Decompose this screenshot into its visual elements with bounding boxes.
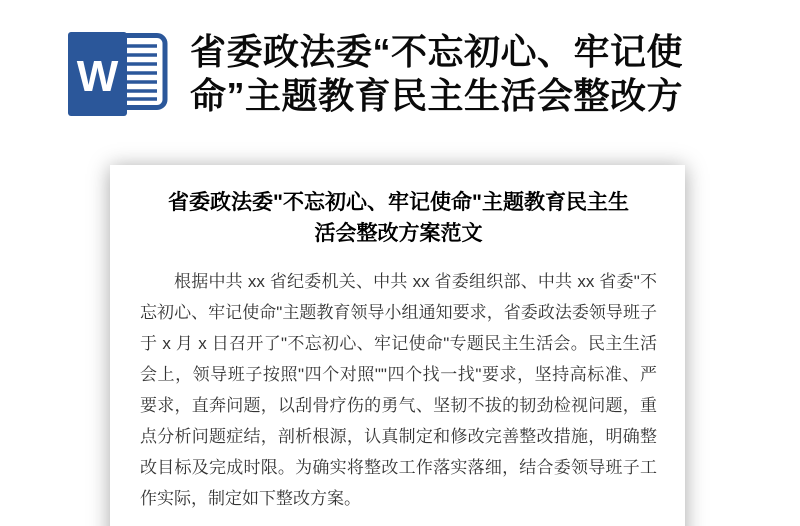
document-title-line-2: 活会整改方案范文 [314,222,483,245]
doc-header [0,0,800,118]
document-title [140,187,657,249]
page-title-line-2: 命”主题教育民主生活会整改方 [190,75,684,116]
document-page[interactable] [110,165,685,526]
ms-word-icon [68,32,168,116]
page-title [190,30,710,118]
document-title-line-1: 省委政法委"不忘初心、牢记使命"主题教育民主生 [168,191,629,214]
page-title-line-1: 省委政法委“不忘初心、牢记使 [190,31,684,72]
document-body-paragraph: 根据中共 xx 省纪委机关、中共 xx 省委组织部、中共 xx 省委"不忘初心、牢记使命"主题教育领导小组通知要求，省委政法委领导班子于 x 月 x 日召开了"不忘初心、牢记使命"专题民主生活会。民主生活会上，领导班子按照"四个对照""四个找一找"要求，坚持高标准、严要求，直奔问题，以刮骨疗伤的勇气、坚韧不拔的韧劲检视问题，重点分析问题症结，剖析根源，认真制定和修改完善整改措施，明确整改目标及完成时限。为确实将整改工作落实落细，结合委领导班子工作实际，制定如下整改方案。 [140,272,657,508]
word-icon-letter: W [76,52,119,101]
